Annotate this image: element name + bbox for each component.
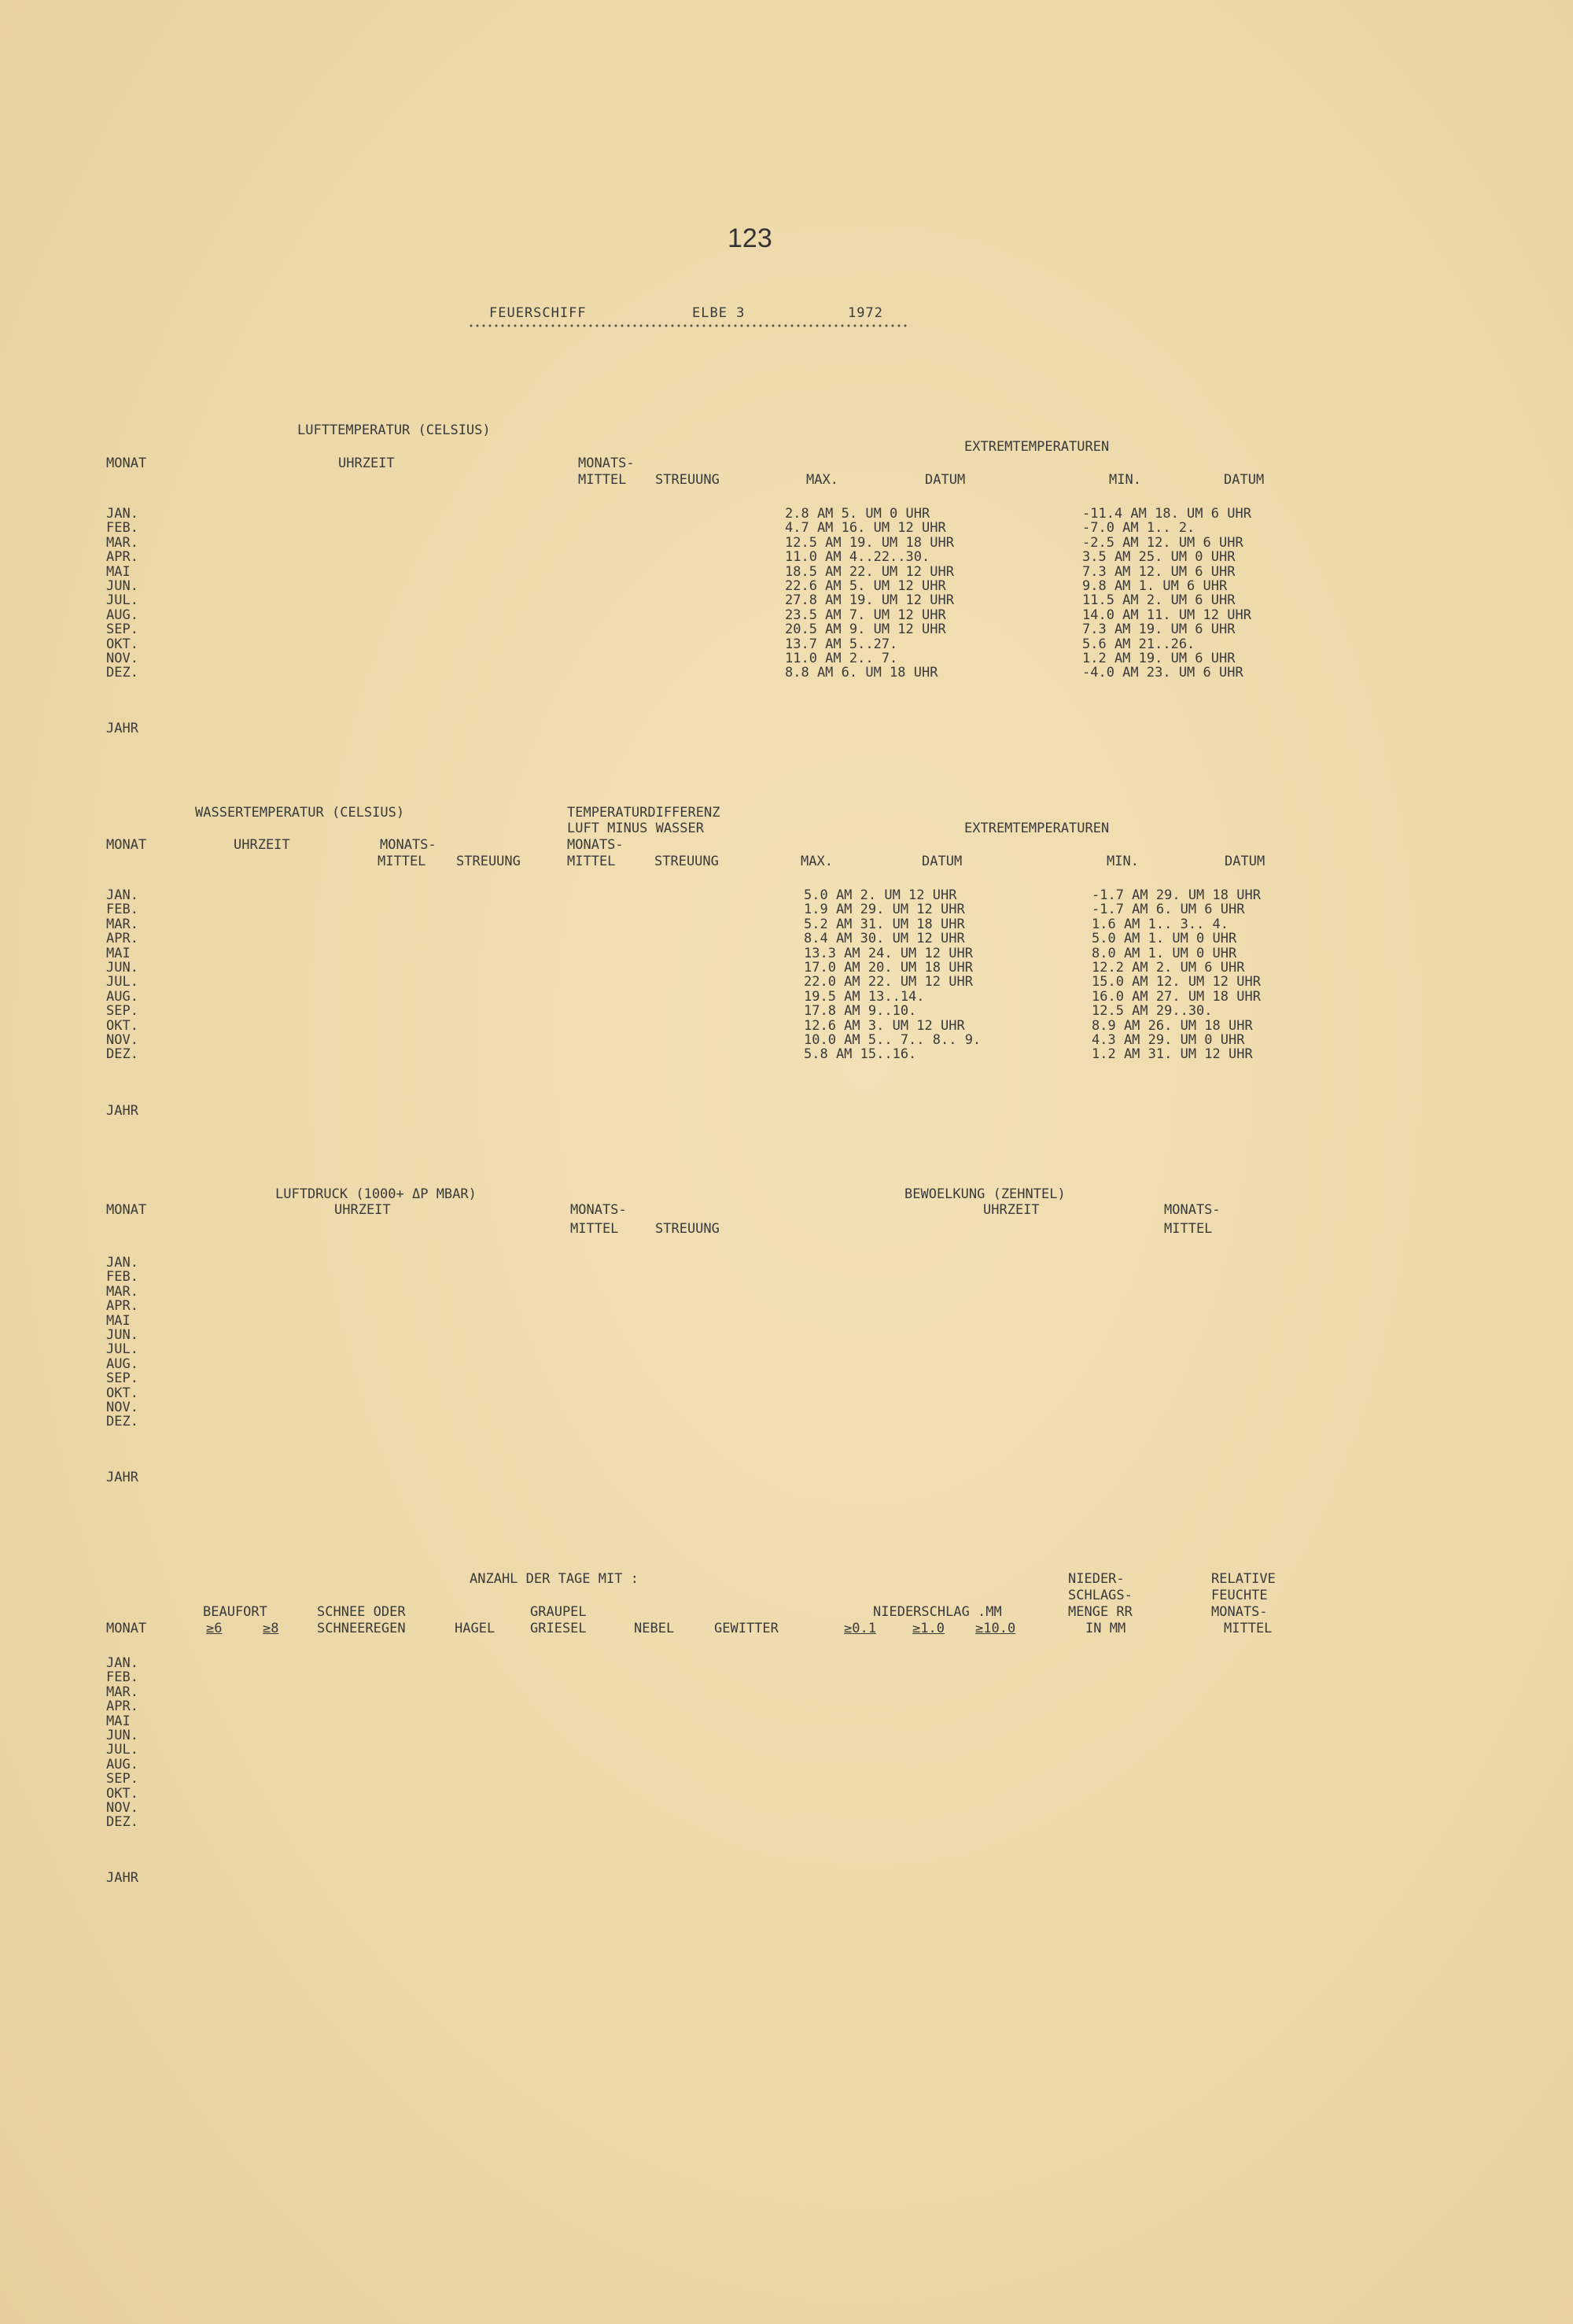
air-max-cell: 4.7 AM 16. UM 12 UHR — [785, 520, 946, 536]
air-header-streuung: STREUUNG — [655, 472, 720, 488]
air-max-cell: 27.8 AM 19. UM 12 UHR — [785, 592, 954, 608]
air-min-cell: 7.3 AM 19. UM 6 UHR — [1082, 622, 1236, 637]
station-name: FEUERSCHIFF — [489, 305, 587, 321]
month-label: OKT. — [106, 1786, 138, 1802]
cloud-header-mittel: MITTEL — [1164, 1221, 1213, 1237]
water-min-cell: 16.0 AM 27. UM 18 UHR — [1092, 989, 1261, 1005]
month-label: MAR. — [106, 1284, 138, 1300]
diff-header-streuung: STREUUNG — [654, 854, 719, 869]
year-label: JAHR — [106, 1870, 138, 1886]
header-rule — [468, 323, 908, 329]
month-label: NOV. — [106, 1800, 138, 1816]
month-label: JUN. — [106, 1728, 138, 1743]
air-max-cell: 11.0 AM 2.. 7. — [785, 651, 898, 666]
month-label: SEP. — [106, 622, 138, 637]
diff-header-mittel: MITTEL — [567, 854, 616, 869]
water-min-cell: 15.0 AM 12. UM 12 UHR — [1092, 974, 1261, 990]
month-label: AUG. — [106, 1757, 138, 1773]
water-max-cell: 1.9 AM 29. UM 12 UHR — [804, 902, 965, 917]
days-header-monat: MONAT — [106, 1621, 147, 1636]
air-min-cell: 9.8 AM 1. UM 6 UHR — [1082, 578, 1228, 594]
month-label: MAR. — [106, 917, 138, 932]
pressure-header-uhrzeit: UHRZEIT — [334, 1202, 391, 1218]
air-max-cell: 20.5 AM 9. UM 12 UHR — [785, 622, 946, 637]
water-max-cell: 5.8 AM 15..16. — [804, 1046, 917, 1062]
month-label: FEB. — [106, 520, 138, 536]
beaufort8-header: ≥8 — [263, 1621, 279, 1636]
air-max-cell: 2.8 AM 5. UM 0 UHR — [785, 506, 930, 522]
month-label: DEZ. — [106, 1046, 138, 1062]
fog-header: NEBEL — [634, 1621, 675, 1636]
thunder-header: GEWITTER — [714, 1621, 779, 1636]
pressure-header-monat: MONAT — [106, 1202, 147, 1218]
month-label: JUL. — [106, 592, 138, 608]
air-min-cell: 3.5 AM 25. UM 0 UHR — [1082, 549, 1236, 565]
water-header-monats: MONATS- — [380, 837, 437, 853]
air-min-cell: -2.5 AM 12. UM 6 UHR — [1082, 535, 1243, 551]
humidity-header-2: FEUCHTE — [1211, 1588, 1268, 1603]
air-header-max: MAX. — [806, 472, 838, 488]
water-min-cell: 8.9 AM 26. UM 18 UHR — [1092, 1018, 1253, 1034]
month-label: FEB. — [106, 1669, 138, 1685]
precip10-header: ≥10.0 — [975, 1621, 1016, 1636]
month-label: NOV. — [106, 651, 138, 666]
cloud-header-monats: MONATS- — [1164, 1202, 1221, 1218]
month-label: MAI — [106, 1313, 131, 1329]
diff-header-monats: MONATS- — [567, 837, 624, 853]
month-label: FEB. — [106, 1269, 138, 1285]
water-header-min: MIN. — [1107, 854, 1139, 869]
water-max-cell: 17.8 AM 9..10. — [804, 1003, 917, 1019]
water-header-max: MAX. — [801, 854, 833, 869]
humidity-header-1: RELATIVE — [1211, 1571, 1276, 1587]
water-min-cell: -1.7 AM 6. UM 6 UHR — [1092, 902, 1245, 917]
beaufort-header: BEAUFORT — [203, 1604, 267, 1620]
air-max-cell: 18.5 AM 22. UM 12 UHR — [785, 564, 954, 580]
month-label: JUN. — [106, 1327, 138, 1343]
month-label: SEP. — [106, 1003, 138, 1019]
air-max-cell: 13.7 AM 5..27. — [785, 636, 898, 652]
air-header-mittel: MITTEL — [578, 472, 627, 488]
air-min-cell: -7.0 AM 1.. 2. — [1082, 520, 1195, 536]
month-label: JUN. — [106, 960, 138, 976]
air-header-datum: DATUM — [925, 472, 966, 488]
water-max-cell: 13.3 AM 24. UM 12 UHR — [804, 946, 973, 961]
water-max-cell: 5.0 AM 2. UM 12 UHR — [804, 887, 957, 903]
month-label: JUL. — [106, 1742, 138, 1758]
air-max-cell: 8.8 AM 6. UM 18 UHR — [785, 665, 938, 681]
humidity-header-4: MITTEL — [1224, 1621, 1273, 1636]
beaufort6-header: ≥6 — [206, 1621, 223, 1636]
month-label: SEP. — [106, 1771, 138, 1787]
air-min-cell: -11.4 AM 18. UM 6 UHR — [1082, 506, 1251, 522]
rain-amount-header-4: IN MM — [1085, 1621, 1126, 1636]
water-min-cell: 5.0 AM 1. UM 0 UHR — [1092, 931, 1237, 946]
air-min-cell: 7.3 AM 12. UM 6 UHR — [1082, 564, 1236, 580]
rain-amount-header-3: MENGE RR — [1068, 1604, 1133, 1620]
year-label: JAHR — [106, 721, 138, 736]
pressure-header-streuung: STREUUNG — [655, 1221, 720, 1237]
month-label: AUG. — [106, 989, 138, 1005]
month-label: FEB. — [106, 902, 138, 917]
air-max-cell: 22.6 AM 5. UM 12 UHR — [785, 578, 946, 594]
month-label: AUG. — [106, 1356, 138, 1372]
water-max-cell: 8.4 AM 30. UM 12 UHR — [804, 931, 965, 946]
rain-amount-header-2: SCHLAGS- — [1068, 1588, 1133, 1603]
precip1-header: ≥1.0 — [912, 1621, 945, 1636]
month-label: JAN. — [106, 1255, 138, 1271]
pressure-header-mittel: MITTEL — [570, 1221, 619, 1237]
water-max-cell: 19.5 AM 13..14. — [804, 989, 925, 1005]
snow-header-2: SCHNEEREGEN — [317, 1621, 406, 1636]
days-count-title: ANZAHL DER TAGE MIT : — [470, 1571, 639, 1587]
month-label: DEZ. — [106, 1414, 138, 1429]
pressure-header-monats: MONATS- — [570, 1202, 627, 1218]
air-min-cell: -4.0 AM 23. UM 6 UHR — [1082, 665, 1243, 681]
month-label: JAN. — [106, 506, 138, 522]
month-label: JAN. — [106, 1655, 138, 1671]
water-header-datum2: DATUM — [1225, 854, 1265, 869]
month-label: AUG. — [106, 607, 138, 623]
water-max-cell: 10.0 AM 5.. 7.. 8.. 9. — [804, 1032, 982, 1048]
air-max-cell: 12.5 AM 19. UM 18 UHR — [785, 535, 954, 551]
air-min-cell: 14.0 AM 11. UM 12 UHR — [1082, 607, 1251, 623]
month-label: JAN. — [106, 887, 138, 903]
water-min-cell: 1.6 AM 1.. 3.. 4. — [1092, 917, 1229, 932]
cloud-header-uhrzeit: UHRZEIT — [983, 1202, 1040, 1218]
month-label: APR. — [106, 549, 138, 565]
water-header-streuung: STREUUNG — [456, 854, 521, 869]
month-label: JUN. — [106, 578, 138, 594]
water-max-cell: 22.0 AM 22. UM 12 UHR — [804, 974, 973, 990]
air-pressure-title: LUFTDRUCK (1000+ ΔP MBAR) — [275, 1186, 477, 1202]
air-header-uhrzeit: UHRZEIT — [338, 456, 395, 471]
month-label: DEZ. — [106, 665, 138, 681]
cloud-cover-title: BEWOELKUNG (ZEHNTEL) — [904, 1186, 1066, 1202]
month-label: MAI — [106, 564, 131, 580]
air-header-min: MIN. — [1109, 472, 1141, 488]
water-extreme-title: EXTREMTEMPERATUREN — [964, 821, 1110, 836]
water-max-cell: 17.0 AM 20. UM 18 UHR — [804, 960, 973, 976]
year-label: JAHR — [106, 1103, 138, 1119]
report-year: 1972 — [848, 305, 883, 321]
water-max-cell: 12.6 AM 3. UM 12 UHR — [804, 1018, 965, 1034]
air-min-cell: 1.2 AM 19. UM 6 UHR — [1082, 651, 1236, 666]
month-label: SEP. — [106, 1370, 138, 1386]
water-min-cell: 12.5 AM 29..30. — [1092, 1003, 1213, 1019]
temp-diff-title: TEMPERATURDIFFERENZ — [567, 805, 720, 821]
water-header-datum: DATUM — [922, 854, 963, 869]
hail-header: HAGEL — [455, 1621, 495, 1636]
air-min-cell: 5.6 AM 21..26. — [1082, 636, 1195, 652]
water-header-uhrzeit: UHRZEIT — [234, 837, 290, 853]
water-min-cell: 12.2 AM 2. UM 6 UHR — [1092, 960, 1245, 976]
page-number: 123 — [728, 223, 772, 253]
month-label: NOV. — [106, 1400, 138, 1415]
month-label: JUL. — [106, 1341, 138, 1357]
humidity-header-3: MONATS- — [1211, 1604, 1268, 1620]
water-header-mittel: MITTEL — [378, 854, 426, 869]
air-header-monat: MONAT — [106, 456, 147, 471]
graupel-header-2: GRIESEL — [530, 1621, 587, 1636]
precip-header: NIEDERSCHLAG .MM — [873, 1604, 1002, 1620]
month-label: NOV. — [106, 1032, 138, 1048]
air-header-monats: MONATS- — [578, 456, 635, 471]
precip01-header: ≥0.1 — [844, 1621, 876, 1636]
water-min-cell: 1.2 AM 31. UM 12 UHR — [1092, 1046, 1253, 1062]
air-header-datum2: DATUM — [1224, 472, 1265, 488]
temp-diff-subtitle: LUFT MINUS WASSER — [567, 821, 704, 836]
air-max-cell: 23.5 AM 7. UM 12 UHR — [785, 607, 946, 623]
month-label: DEZ. — [106, 1814, 138, 1830]
month-label: MAI — [106, 1713, 131, 1729]
water-min-cell: 4.3 AM 29. UM 0 UHR — [1092, 1032, 1245, 1048]
rain-amount-header-1: NIEDER- — [1068, 1571, 1125, 1587]
snow-header-1: SCHNEE ODER — [317, 1604, 406, 1620]
water-min-cell: -1.7 AM 29. UM 18 UHR — [1092, 887, 1261, 903]
month-label: JUL. — [106, 974, 138, 990]
air-min-cell: 11.5 AM 2. UM 6 UHR — [1082, 592, 1236, 608]
air-temp-title: LUFTTEMPERATUR (CELSIUS) — [297, 422, 491, 438]
month-label: MAR. — [106, 535, 138, 551]
year-label: JAHR — [106, 1470, 138, 1485]
air-extreme-title: EXTREMTEMPERATUREN — [964, 439, 1110, 455]
month-label: MAI — [106, 946, 131, 961]
air-max-cell: 11.0 AM 4..22..30. — [785, 549, 930, 565]
water-max-cell: 5.2 AM 31. UM 18 UHR — [804, 917, 965, 932]
station-place: ELBE 3 — [692, 305, 746, 321]
water-header-monat: MONAT — [106, 837, 147, 853]
month-label: OKT. — [106, 1018, 138, 1034]
month-label: APR. — [106, 931, 138, 946]
month-label: APR. — [106, 1298, 138, 1314]
water-temp-title: WASSERTEMPERATUR (CELSIUS) — [195, 805, 405, 821]
graupel-header-1: GRAUPEL — [530, 1604, 587, 1620]
month-label: OKT. — [106, 1385, 138, 1401]
month-label: OKT. — [106, 636, 138, 652]
month-label: APR. — [106, 1699, 138, 1714]
water-min-cell: 8.0 AM 1. UM 0 UHR — [1092, 946, 1237, 961]
month-label: MAR. — [106, 1684, 138, 1700]
